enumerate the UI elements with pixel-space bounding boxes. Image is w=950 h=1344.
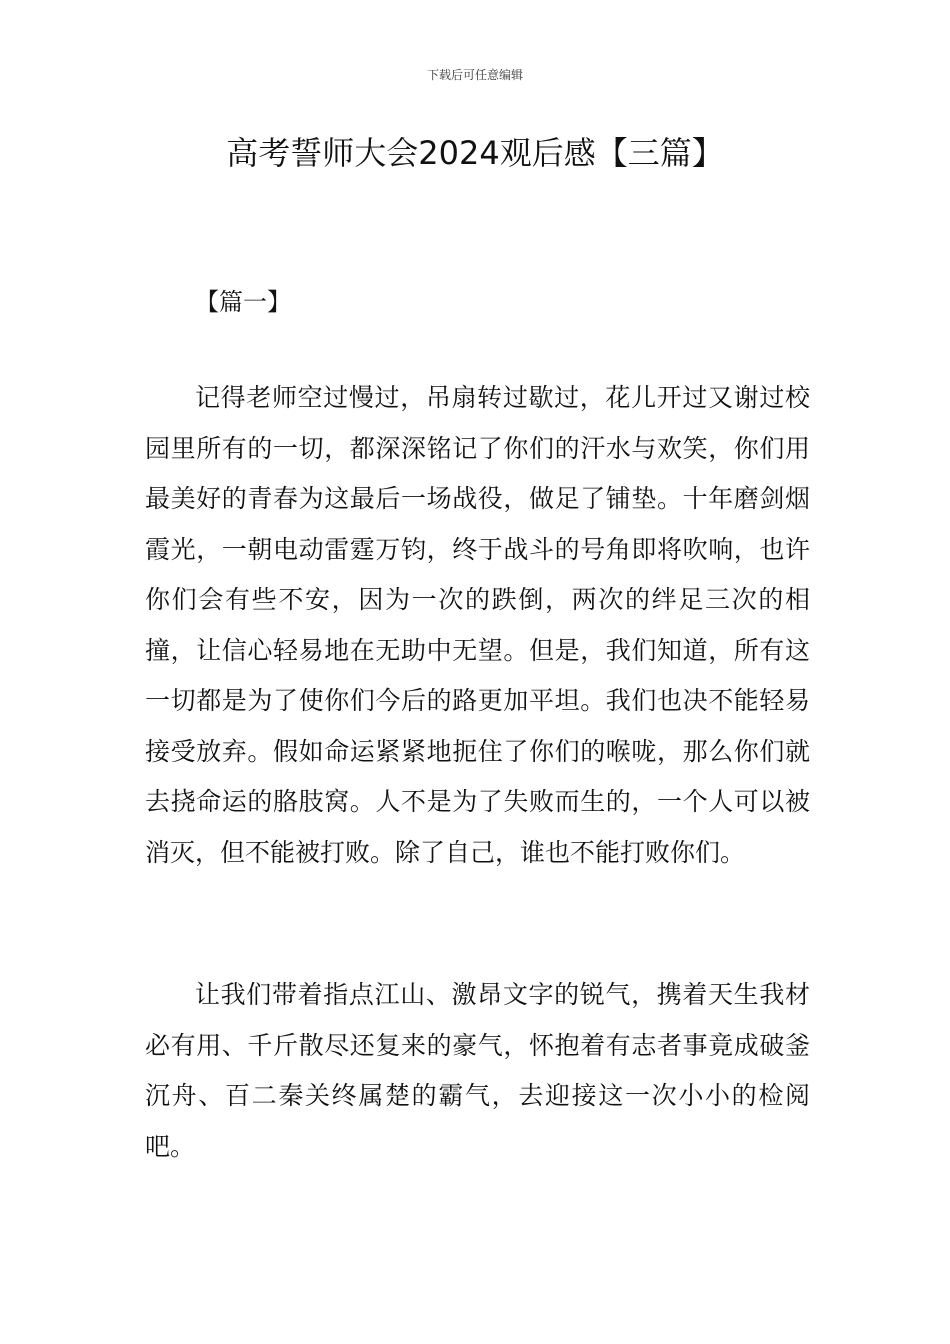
paragraph-1: 记得老师空过慢过，吊扇转过歇过，花儿开过又谢过校园里所有的一切，都深深铭记了你们的汗水与欢笑，你们用最美好的青春为这最后一场战役，做足了铺垫。十年磨剑烟霞光，一朝电动雷霆万钧，终于战斗的号角即将吹响，也许你们会有些不安，因为一次的跌倒，两次的绊足三次的相撞，让信心轻易地在无助中无望。但是，我们知道，所有这一切都是为了使你们今后的路更加平坦。我们也决不能轻易接受放弃。假如命运紧紧地扼住了你们的喉咙，那么你们就去挠命运的胳肢窝。人不是为了失败而生的，一个人可以被消灭，但不能被打败。除了自己，谁也不能打败你们。 bbox=[145, 383, 810, 867]
paragraph-2: 让我们带着指点江山、激昂文字的锐气，携着天生我材必有用、千斤散尽还复来的豪气，怀抱着有志者事竟成破釜沉舟、百二秦关终属楚的霸气，去迎接这一次小小的检阅吧。 bbox=[145, 980, 810, 1161]
document-title: 高考誓师大会2024观后感【三篇】 bbox=[226, 134, 724, 172]
header-note: 下载后可任意编辑 bbox=[426, 68, 523, 82]
section-heading: 【篇一】 bbox=[195, 288, 291, 316]
